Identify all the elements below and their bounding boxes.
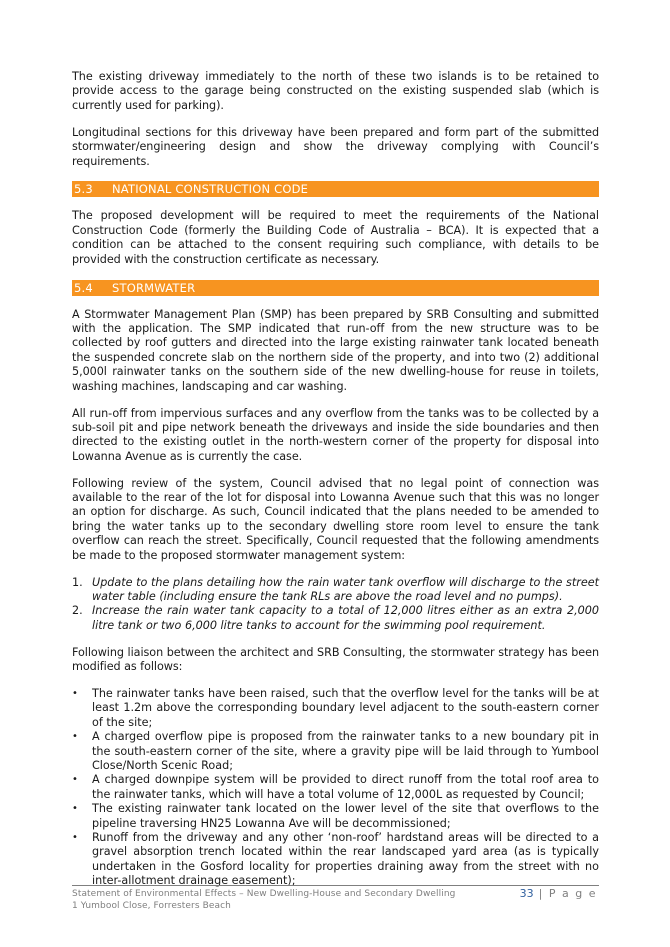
bullet-icon: •: [72, 731, 78, 743]
stormwater-paragraph-1: A Stormwater Management Plan (SMP) has been prepared by SRB Consulting and submitted with the application. The SMP indicated that run-off from the new structure was to be collected by roof gutters and directed into the large existing rainwater tank located beneath the suspended concrete slab on the northern side of the property, and into two (2) additional 5,000l rainwater tanks on the southern side of the new dwelling-house for reuse in toilets, washing machines, landscaping and car washing.: [72, 307, 599, 393]
section-heading-ncc: [72, 181, 599, 197]
list-item-text: A charged overflow pipe is proposed from the rainwater tanks to a new boundary pit in the south-eastern corner of the site, where a gravity pipe will be laid through to Yumbool Close/North Scenic Road;: [92, 730, 599, 773]
list-item: [72, 687, 599, 730]
list-item: [72, 831, 599, 889]
footer-document-title: Statement of Environmental Effects – New Dwelling-House and Secondary Dwelling: [72, 889, 456, 899]
section-number: 5.4: [74, 280, 93, 295]
stormwater-paragraph-3: Following review of the system, Council advised that no legal point of connection was available to the rear of the lot for disposal into Lowanna Avenue such that this was no longer an option for discharge. As such, Council indicated that the plans needed to be amended to bring the water tanks up to the secondary dwelling store room level to ensure the tank overflow can reach the street. Specifically, Council requested that the following amendments be made to the proposed stormwater management system:: [72, 476, 599, 562]
stormwater-paragraph-4: Following liaison between the architect and SRB Consulting, the stormwater strategy has been modified as follows:: [72, 645, 599, 674]
list-item-text: The rainwater tanks have been raised, such that the overflow level for the tanks will be at least 1.2m above the corresponding boundary level adjacent to the south-eastern corner of the site;: [92, 687, 599, 729]
footer-address: 1 Yumbool Close, Forresters Beach: [72, 901, 231, 911]
bullet-icon: •: [72, 688, 78, 699]
list-item-text: Runoff from the driveway and any other ‘non-roof’ hardstand areas will be directed to a gravel absorption trench located within the rear landscaped yard area (as is typically undertaken in the Gosford locality for properties draining away from the street with no inter-allotment drainage easement);: [92, 831, 599, 888]
list-item: [72, 730, 599, 773]
section-title: NATIONAL CONSTRUCTION CODE: [112, 182, 309, 197]
list-item-number: 1.: [72, 575, 83, 589]
page-footer: [72, 885, 599, 912]
section-title: STORMWATER: [112, 280, 196, 295]
modifications-list: [72, 687, 599, 889]
intro-paragraph-1: The existing driveway immediately to the north of these two islands is to be retained to provide access to the garage being constructed on the existing suspended slab (which is currently used for parking).: [72, 70, 599, 112]
intro-paragraph-2: Longitudinal sections for this driveway have been prepared and form part of the submitted stormwater/engineering design and show the driveway complying with Council’s requirements.: [72, 125, 599, 168]
list-item-text: The existing rainwater tank located on the lower level of the site that overflows to the pipeline traversing HN25 Lowanna Ave will be decommissioned;: [92, 802, 599, 830]
list-item-text: Increase the rain water tank capacity to a total of 12,000 litres either as an extra 2,000 litre tank or two 6,000 litre tanks to account for the swimming pool requirement.: [92, 604, 599, 632]
list-item-text: Update to the plans detailing how the rain water tank overflow will discharge to the street water table (including ensure the tank RLs are above the road level and no pumps).: [92, 575, 599, 603]
bullet-icon: •: [72, 774, 78, 786]
bullet-icon: •: [72, 803, 78, 815]
section-number: 5.3: [74, 182, 93, 197]
list-item: [72, 604, 599, 633]
council-requests-list: [72, 576, 599, 634]
stormwater-paragraph-2: All run-off from impervious surfaces and any overflow from the tanks was to be collected by a sub-soil pit and pipe network beneath the driveways and inside the side boundaries and then directed to the existing outlet in the north-western corner of the property for disposal into Lowanna Avenue as is currently the case.: [72, 406, 599, 463]
ncc-paragraph: The proposed development will be required to meet the requirements of the National Construction Code (formerly the Building Code of Australia – BCA). It is expected that a condition can be attached to the consent requiring such compliance, with details to be provided with the construction certificate as necessary.: [72, 209, 599, 266]
page-number: 33: [519, 887, 534, 900]
list-item: [72, 576, 599, 605]
bullet-icon: •: [72, 832, 78, 844]
document-page: [72, 70, 599, 889]
list-item-number: 2.: [72, 604, 83, 618]
section-heading-stormwater: [72, 280, 599, 296]
footer-page-indicator: [520, 887, 597, 900]
list-item-text: A charged downpipe system will be provided to direct runoff from the total roof area to the rainwater tanks, which will have a total volume of 12,000L as requested by Council;: [92, 773, 599, 801]
page-label: | P a g e: [538, 887, 597, 900]
list-item: [72, 773, 599, 802]
list-item: [72, 802, 599, 831]
